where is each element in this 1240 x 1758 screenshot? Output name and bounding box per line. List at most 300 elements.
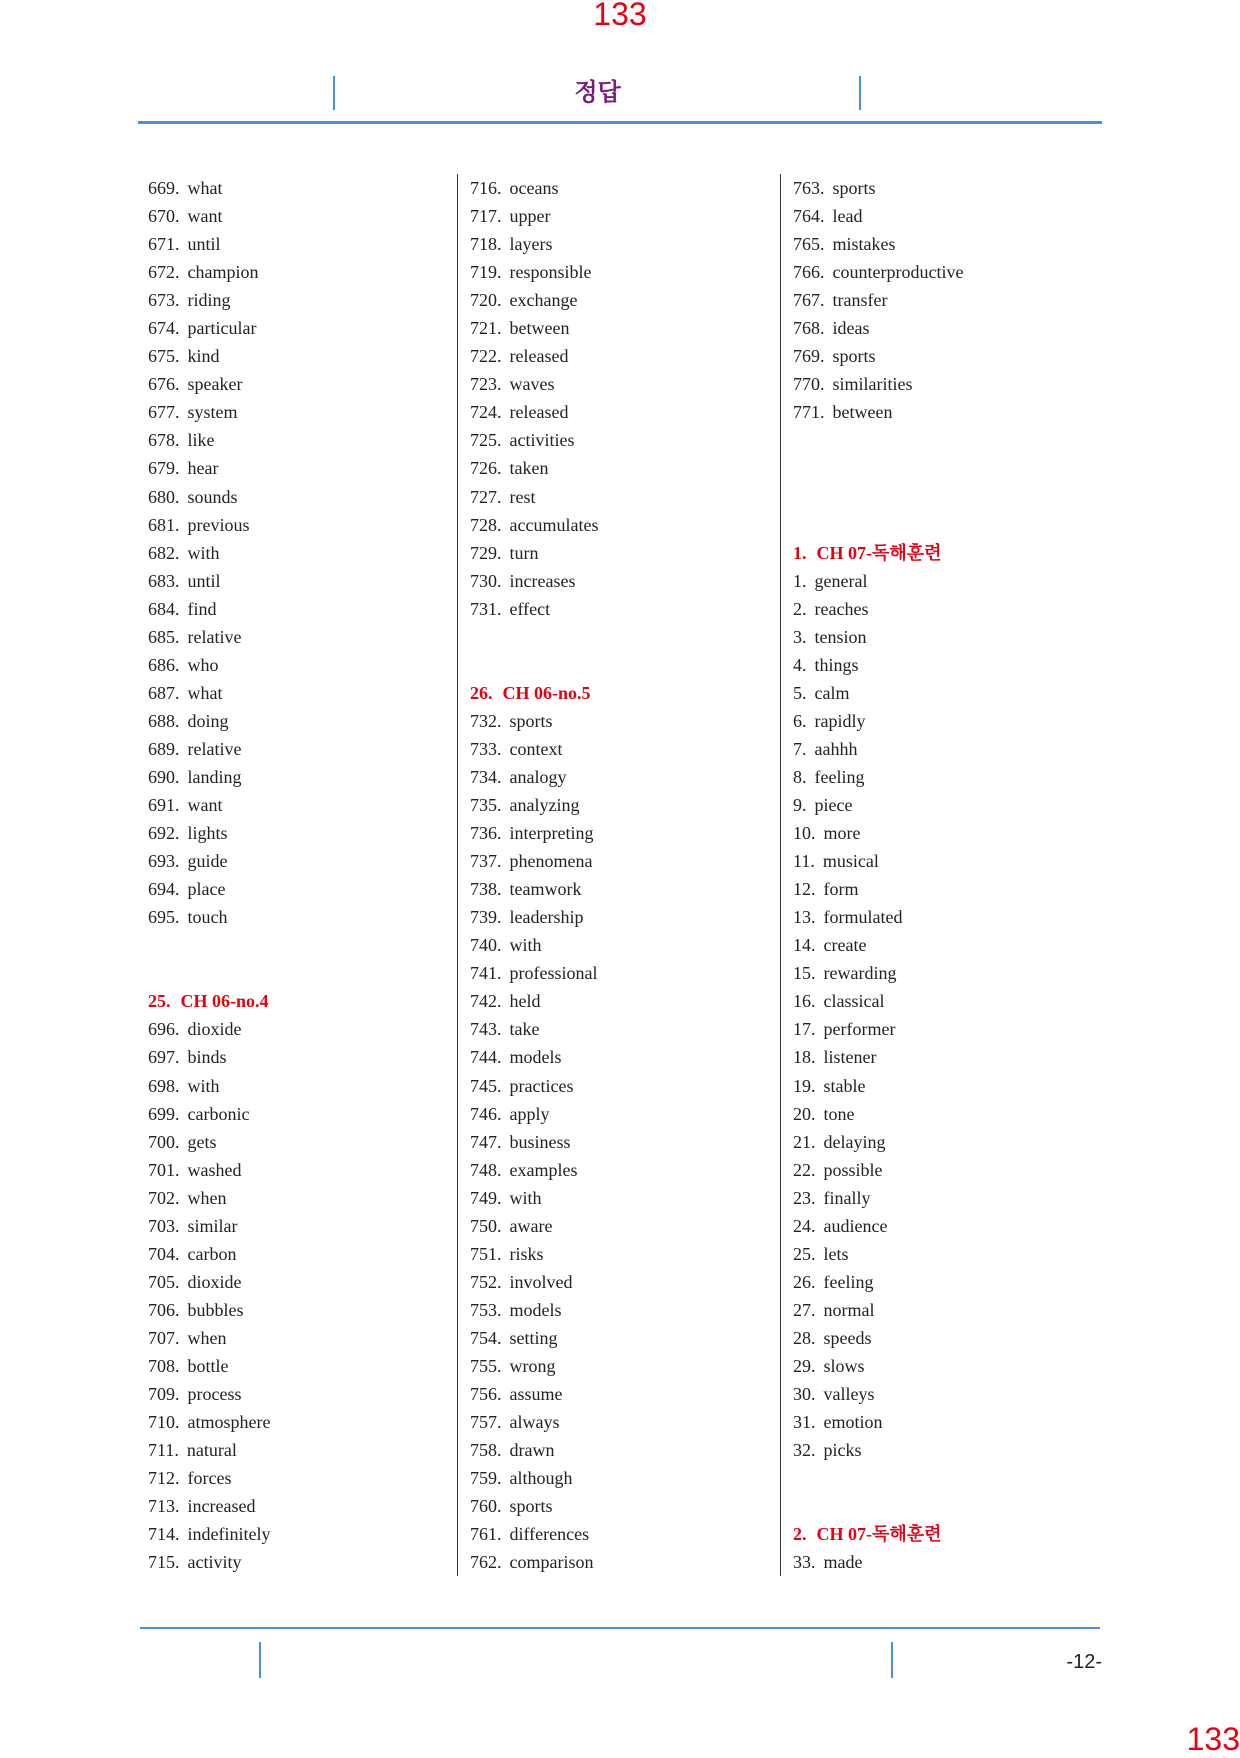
answer-item <box>148 1296 448 1324</box>
answer-word: feeling <box>814 766 865 787</box>
answer-number: 764. <box>793 206 825 227</box>
answer-number: 16. <box>793 991 816 1012</box>
answer-word: more <box>823 823 861 844</box>
answer-word: guide <box>187 851 228 872</box>
answer-number: 23. <box>793 1187 816 1208</box>
answer-number: 17. <box>793 1019 816 1040</box>
answer-number: 1. <box>793 570 807 591</box>
answer-word: released <box>509 346 569 367</box>
section-heading <box>148 987 448 1015</box>
answer-word: with <box>187 542 220 563</box>
answer-word: apply <box>509 1103 550 1124</box>
answer-word: riding <box>187 290 231 311</box>
answer-item <box>148 398 448 426</box>
answer-item <box>148 286 448 314</box>
answer-word: champion <box>187 262 259 283</box>
answer-number: 31. <box>793 1412 816 1433</box>
answer-number: 722. <box>470 346 502 367</box>
answer-word: sounds <box>187 486 238 507</box>
answer-number: 766. <box>793 262 825 283</box>
answer-number: 15. <box>793 963 816 984</box>
answer-word: touch <box>187 907 228 928</box>
answer-word: made <box>823 1552 863 1573</box>
answer-number: 769. <box>793 346 825 367</box>
answer-word: layers <box>509 234 553 255</box>
answer-item <box>148 1212 448 1240</box>
answer-number: 732. <box>470 710 502 731</box>
answer-item <box>470 1380 780 1408</box>
answer-item <box>470 230 780 258</box>
answer-word: speeds <box>823 1327 872 1348</box>
answer-item <box>793 735 1113 763</box>
answer-item <box>148 1184 448 1212</box>
answer-number: 29. <box>793 1355 816 1376</box>
answer-word: classical <box>823 991 885 1012</box>
section-title: CH 06-no.5 <box>502 682 591 703</box>
answer-item <box>793 1436 1113 1464</box>
answer-word: create <box>823 935 867 956</box>
answer-item <box>470 1184 780 1212</box>
answer-word: mistakes <box>832 234 896 255</box>
answer-item <box>793 1324 1113 1352</box>
answer-item <box>470 426 780 454</box>
answer-word: find <box>187 598 217 619</box>
answer-number: 771. <box>793 402 825 423</box>
answer-word: valleys <box>823 1384 875 1405</box>
answer-item <box>793 623 1113 651</box>
answer-number: 711. <box>148 1440 179 1461</box>
answer-word: indefinitely <box>187 1524 271 1545</box>
section-title: CH 06-no.4 <box>180 991 269 1012</box>
spacer <box>148 959 448 987</box>
answer-item <box>470 398 780 426</box>
answer-item <box>793 931 1113 959</box>
answer-item <box>148 454 448 482</box>
answer-number: 5. <box>793 682 807 703</box>
answer-item <box>148 875 448 903</box>
answer-number: 701. <box>148 1159 180 1180</box>
spacer <box>470 623 780 651</box>
answer-item <box>148 1408 448 1436</box>
answer-item <box>470 1043 780 1071</box>
answer-item <box>148 735 448 763</box>
answer-word: models <box>509 1047 562 1068</box>
section-heading <box>470 679 780 707</box>
answer-item <box>148 1520 448 1548</box>
answer-word: place <box>187 879 226 900</box>
answer-number: 757. <box>470 1412 502 1433</box>
answer-word: rapidly <box>814 710 866 731</box>
answer-column-3 <box>780 174 1113 1576</box>
answer-number: 723. <box>470 374 502 395</box>
answer-word: who <box>187 654 219 675</box>
answer-column-2 <box>457 174 780 1576</box>
answer-item <box>470 1100 780 1128</box>
answer-number: 703. <box>148 1215 180 1236</box>
answer-item <box>793 370 1113 398</box>
answer-number: 716. <box>470 178 502 198</box>
answer-word: increases <box>509 570 576 591</box>
answer-item <box>793 1100 1113 1128</box>
answer-word: emotion <box>823 1412 883 1433</box>
answer-number: 699. <box>148 1103 180 1124</box>
answer-number: 737. <box>470 851 502 872</box>
answer-number: 726. <box>470 458 502 479</box>
answer-number: 7. <box>793 738 807 759</box>
answer-word: examples <box>509 1159 578 1180</box>
answer-item <box>148 370 448 398</box>
answer-word: differences <box>509 1524 590 1545</box>
answer-item <box>793 1352 1113 1380</box>
answer-number: 752. <box>470 1271 502 1292</box>
answer-item <box>470 1492 780 1520</box>
answer-word: ideas <box>832 318 870 339</box>
answer-item <box>793 847 1113 875</box>
header-rule <box>138 121 1102 124</box>
answer-item <box>148 202 448 230</box>
answer-word: similar <box>187 1215 238 1236</box>
answer-item <box>148 342 448 370</box>
answer-number: 30. <box>793 1384 816 1405</box>
answer-number: 708. <box>148 1355 180 1376</box>
answer-item <box>148 1436 448 1464</box>
answer-word: waves <box>509 374 555 395</box>
answer-word: always <box>509 1412 560 1433</box>
answer-number: 763. <box>793 178 825 198</box>
answer-word: models <box>509 1299 562 1320</box>
answer-number: 14. <box>793 935 816 956</box>
answer-item <box>148 623 448 651</box>
answer-number: 709. <box>148 1384 180 1405</box>
answer-number: 765. <box>793 234 825 255</box>
answer-word: sports <box>509 1496 553 1517</box>
answer-word: counterproductive <box>832 262 964 283</box>
answer-item <box>793 1128 1113 1156</box>
answer-word: stable <box>823 1075 866 1096</box>
answer-number: 767. <box>793 290 825 311</box>
answer-word: similarities <box>832 374 913 395</box>
answer-number: 724. <box>470 402 502 423</box>
answer-number: 728. <box>470 514 502 535</box>
spacer <box>793 1464 1113 1492</box>
answer-number: 679. <box>148 458 180 479</box>
answer-item <box>148 1043 448 1071</box>
answer-item <box>793 1212 1113 1240</box>
answer-item <box>470 1212 780 1240</box>
answer-number: 706. <box>148 1299 180 1320</box>
answer-number: 21. <box>793 1131 816 1152</box>
answer-item <box>148 1100 448 1128</box>
answer-item <box>148 847 448 875</box>
answer-item <box>470 1296 780 1324</box>
answer-word: sports <box>832 346 876 367</box>
answer-word: increased <box>187 1496 256 1517</box>
answer-item <box>470 903 780 931</box>
answer-word: lets <box>823 1243 849 1264</box>
answer-number: 689. <box>148 738 180 759</box>
answer-word: exchange <box>509 290 578 311</box>
answer-word: practices <box>509 1075 574 1096</box>
answer-word: lead <box>832 206 863 227</box>
answer-item <box>470 735 780 763</box>
answer-word: interpreting <box>509 823 594 844</box>
answer-item <box>148 763 448 791</box>
answer-number: 27. <box>793 1299 816 1320</box>
answer-number: 671. <box>148 234 180 255</box>
answer-word: turn <box>509 542 539 563</box>
answer-item <box>148 1268 448 1296</box>
answer-word: with <box>187 1075 220 1096</box>
answer-word: activities <box>509 430 575 451</box>
answer-item <box>148 174 448 202</box>
section-heading <box>793 1520 1113 1548</box>
answer-word: assume <box>509 1384 563 1405</box>
answer-word: finally <box>823 1187 871 1208</box>
answer-item <box>470 1128 780 1156</box>
answer-word: delaying <box>823 1131 886 1152</box>
answer-word: kind <box>187 346 220 367</box>
answer-number: 682. <box>148 542 180 563</box>
answer-item <box>148 1240 448 1268</box>
answer-word: carbon <box>187 1243 237 1264</box>
answer-word: normal <box>823 1299 875 1320</box>
answer-word: aahhh <box>814 738 858 759</box>
answer-word: previous <box>187 514 250 535</box>
answer-item <box>793 202 1113 230</box>
answer-item <box>148 539 448 567</box>
answer-number: 9. <box>793 795 807 816</box>
answer-number: 33. <box>793 1552 816 1573</box>
answer-word: context <box>509 738 563 759</box>
answer-number: 755. <box>470 1355 502 1376</box>
answer-item <box>470 931 780 959</box>
answer-number: 32. <box>793 1440 816 1461</box>
answer-word: effect <box>509 598 551 619</box>
answer-item <box>148 679 448 707</box>
answer-number: 753. <box>470 1299 502 1320</box>
answer-number: 743. <box>470 1019 502 1040</box>
answer-item <box>470 763 780 791</box>
answer-item <box>793 174 1113 202</box>
answer-word: speaker <box>187 374 243 395</box>
answer-item <box>148 426 448 454</box>
answer-number: 730. <box>470 570 502 591</box>
answer-item <box>148 791 448 819</box>
answer-item <box>148 483 448 511</box>
page-title: 정답 <box>574 78 621 106</box>
answer-word: formulated <box>823 907 903 928</box>
answer-number: 18. <box>793 1047 816 1068</box>
footer-rule <box>140 1627 1100 1629</box>
answer-number: 756. <box>470 1384 502 1405</box>
answer-item <box>793 1296 1113 1324</box>
answer-item <box>793 763 1113 791</box>
answer-item <box>148 1072 448 1100</box>
answer-word: risks <box>509 1243 544 1264</box>
answer-item <box>148 1492 448 1520</box>
answer-number: 670. <box>148 206 180 227</box>
answer-number: 669. <box>148 178 180 198</box>
answer-number: 25. <box>148 991 171 1012</box>
answer-number: 20. <box>793 1103 816 1124</box>
answer-word: take <box>509 1019 540 1040</box>
answer-word: teamwork <box>509 879 582 900</box>
page-header <box>138 68 1102 124</box>
answer-word: sports <box>509 710 553 731</box>
answer-item <box>470 1324 780 1352</box>
answer-word: doing <box>187 710 229 731</box>
answer-number: 715. <box>148 1552 180 1573</box>
answer-word: until <box>187 570 221 591</box>
answer-word: musical <box>822 851 879 872</box>
answer-item <box>148 1128 448 1156</box>
answer-word: transfer <box>832 290 888 311</box>
answer-word: feeling <box>823 1271 874 1292</box>
answer-item <box>470 819 780 847</box>
answer-word: natural <box>186 1440 237 1461</box>
answer-word: forces <box>187 1468 232 1489</box>
answer-item <box>148 1380 448 1408</box>
answer-item <box>470 1015 780 1043</box>
answer-number: 705. <box>148 1271 180 1292</box>
answer-word: picks <box>823 1440 862 1461</box>
answer-word: want <box>187 795 223 816</box>
answer-word: when <box>187 1327 227 1348</box>
answer-item <box>470 1548 780 1576</box>
answer-number: 12. <box>793 879 816 900</box>
answer-number: 742. <box>470 991 502 1012</box>
answer-number: 707. <box>148 1327 180 1348</box>
answer-number: 685. <box>148 626 180 647</box>
answer-word: upper <box>509 206 551 227</box>
answer-item <box>470 875 780 903</box>
answer-number: 1. <box>793 542 807 563</box>
answer-number: 758. <box>470 1440 502 1461</box>
answer-item <box>793 258 1113 286</box>
answer-item <box>470 483 780 511</box>
answer-item <box>470 1436 780 1464</box>
answer-item <box>793 567 1113 595</box>
answer-number: 695. <box>148 907 180 928</box>
answer-number: 22. <box>793 1159 816 1180</box>
answer-word: system <box>187 402 238 423</box>
answer-number: 676. <box>148 374 180 395</box>
answer-number: 734. <box>470 766 502 787</box>
answer-number: 749. <box>470 1187 502 1208</box>
answer-number: 692. <box>148 823 180 844</box>
answer-number: 11. <box>793 851 815 872</box>
answer-number: 718. <box>470 234 502 255</box>
answer-word: tension <box>814 626 867 647</box>
answer-number: 686. <box>148 654 180 675</box>
spacer <box>793 426 1113 454</box>
answer-column-1 <box>148 174 448 1576</box>
answer-word: binds <box>187 1047 227 1068</box>
answer-number: 740. <box>470 935 502 956</box>
answer-item <box>793 1408 1113 1436</box>
answer-word: bottle <box>187 1355 229 1376</box>
answer-number: 725. <box>470 430 502 451</box>
answer-item <box>793 819 1113 847</box>
answer-word: what <box>187 682 223 703</box>
answer-number: 739. <box>470 907 502 928</box>
answer-number: 687. <box>148 682 180 703</box>
answer-item <box>793 651 1113 679</box>
answer-word: responsible <box>509 262 592 283</box>
answer-number: 28. <box>793 1327 816 1348</box>
answer-number: 8. <box>793 766 807 787</box>
answer-item <box>793 342 1113 370</box>
answer-number: 770. <box>793 374 825 395</box>
answer-number: 2. <box>793 1524 807 1545</box>
answer-item <box>470 539 780 567</box>
answer-word: between <box>509 318 570 339</box>
answer-word: involved <box>509 1271 573 1292</box>
answer-number: 693. <box>148 851 180 872</box>
answer-item <box>470 1464 780 1492</box>
answer-item <box>793 987 1113 1015</box>
answer-item <box>793 959 1113 987</box>
answer-item <box>793 1548 1113 1576</box>
answer-number: 733. <box>470 738 502 759</box>
answer-word: phenomena <box>509 851 593 872</box>
answer-number: 26. <box>793 1271 816 1292</box>
answer-item <box>470 454 780 482</box>
answer-number: 704. <box>148 1243 180 1264</box>
answer-number: 712. <box>148 1468 180 1489</box>
answer-item <box>148 567 448 595</box>
answer-item <box>470 1240 780 1268</box>
answer-number: 738. <box>470 879 502 900</box>
answer-number: 761. <box>470 1524 502 1545</box>
answer-item <box>470 202 780 230</box>
answer-number: 674. <box>148 318 180 339</box>
answer-word: until <box>187 234 221 255</box>
answer-item <box>470 707 780 735</box>
answer-number: 681. <box>148 514 180 535</box>
answer-word: activity <box>187 1552 242 1573</box>
answer-item <box>470 959 780 987</box>
header-divider-right <box>859 76 861 110</box>
answer-word: carbonic <box>187 1103 250 1124</box>
footer-divider-right <box>891 1642 893 1678</box>
answer-number: 678. <box>148 430 180 451</box>
answer-number: 731. <box>470 598 502 619</box>
answer-number: 6. <box>793 710 807 731</box>
answer-word: particular <box>187 318 257 339</box>
answer-number: 677. <box>148 402 180 423</box>
answer-number: 26. <box>470 682 493 703</box>
answer-number: 745. <box>470 1075 502 1096</box>
answer-item <box>148 1324 448 1352</box>
page-footer <box>140 1627 1100 1687</box>
answer-number: 710. <box>148 1412 180 1433</box>
answer-item <box>148 707 448 735</box>
answer-item <box>470 1268 780 1296</box>
answer-word: piece <box>814 795 853 816</box>
answer-number: 751. <box>470 1243 502 1264</box>
answer-word: held <box>509 991 541 1012</box>
answer-item <box>793 314 1113 342</box>
answer-item <box>470 314 780 342</box>
answer-item <box>793 1156 1113 1184</box>
spacer <box>148 931 448 959</box>
section-title: CH 07-독해훈련 <box>816 542 942 563</box>
answer-item <box>793 791 1113 819</box>
answer-number: 741. <box>470 963 502 984</box>
answer-item <box>470 1408 780 1436</box>
answer-item <box>148 511 448 539</box>
